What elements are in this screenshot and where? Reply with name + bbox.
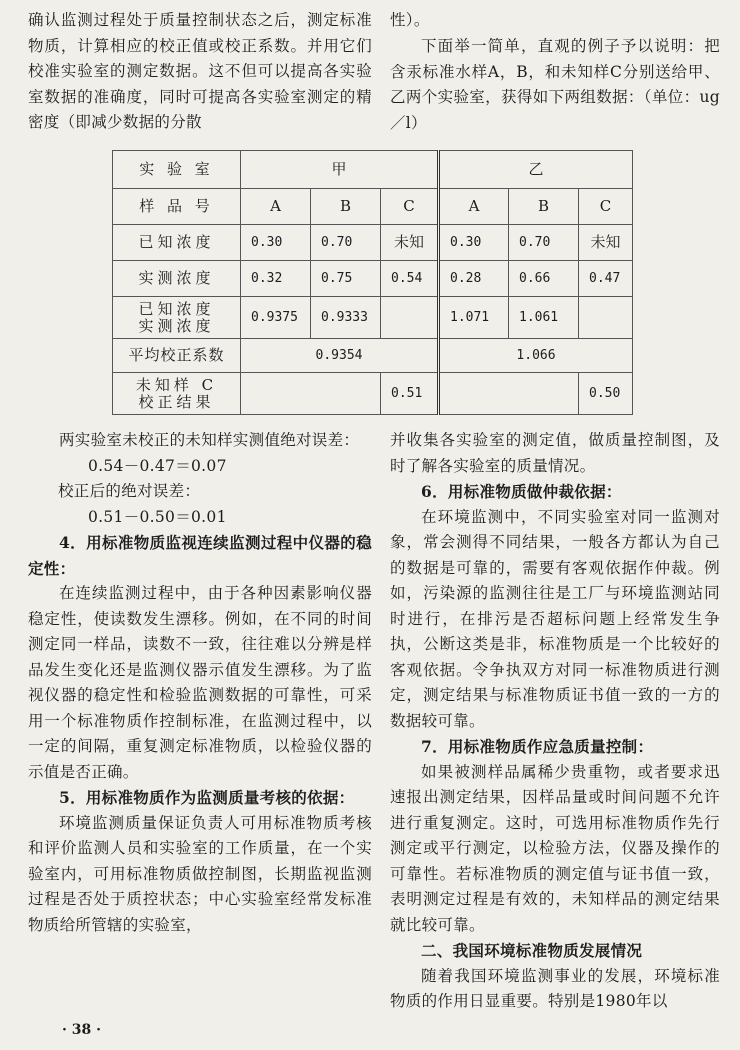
ratio-cell [579, 297, 633, 339]
sample-cell: A [439, 189, 509, 225]
section-heading: 二、我国环境标准物质发展情况 [421, 941, 643, 960]
ratio-cell: 1.061 [509, 297, 579, 339]
unknown-jia: 0.51 [381, 373, 439, 415]
sample-cell: A [241, 189, 311, 225]
paragraph-continuation: 性）。 [390, 11, 430, 29]
header-lab-yi: 乙 [439, 151, 633, 189]
known-cell: 0.30 [241, 225, 311, 261]
unknown-yi: 0.50 [579, 373, 633, 415]
row-unknown-label [113, 373, 241, 415]
unknown-empty [439, 373, 579, 415]
paragraph-example-intro: 下面举一简单，直观的例子予以说明：把含汞标准水样A，B，和未知样C分别送给甲、乙两个实验室，获得如下两组数据：（单位：ug／l） [390, 37, 720, 132]
header-lab-jia: 甲 [241, 151, 439, 189]
paragraph-item-7: 如果被测样品属稀少贵重物，或者要求迅速报出测定结果，因样品量或时间问题不允许进行重复测定。这时，可选用标准物质作先行测定或平行测定，以检验方法，仪器及操作的可靠性。若标准物质的测定值与证书值一致，表明测定过程是有效的，未知样品的测定结果就比较可靠。 [390, 762, 720, 934]
ratio-cell: 0.9375 [241, 297, 311, 339]
ratio-cell: 1.071 [439, 297, 509, 339]
known-cell: 0.30 [439, 225, 509, 261]
calibration-table [112, 150, 633, 415]
known-cell: 未知 [579, 225, 633, 261]
unknown-label-top: 未知样 C [135, 375, 218, 394]
avg-yi: 1.066 [439, 339, 633, 373]
heading-item-4: 4．用标准物质监视连续监测过程中仪器的稳定性： [28, 533, 372, 578]
ratio-label-denominator: 实测浓度 [138, 316, 215, 335]
formula-uncorrected: 0.54－0.47＝0.07 [88, 456, 227, 475]
known-cell: 0.70 [509, 225, 579, 261]
sample-cell: B [509, 189, 579, 225]
row-ratio-label [113, 297, 241, 339]
row-measured-label: 实测浓度 [113, 261, 241, 297]
measured-cell: 0.28 [439, 261, 509, 297]
known-cell: 0.70 [311, 225, 381, 261]
paragraph-item-4: 在连续监测过程中，由于各种因素影响仪器稳定性，使读数发生漂移。例如，在不同的时间测定同一样品，读数不一致，往往难以分辨是样品发生变化还是监测仪器示值发生漂移。为了监视仪器的稳定性和检验监测数据的可靠性，可采用一个标准物质作控制标准，在监测过程中，以一定的间隔，重复测定标准物质，以检验仪器的示值是否正确。 [28, 584, 372, 781]
formula-corrected: 0.51－0.50＝0.01 [88, 507, 227, 526]
known-cell: 未知 [381, 225, 439, 261]
right-column-body [390, 428, 720, 1015]
ratio-cell: 0.9333 [311, 297, 381, 339]
unknown-empty [241, 373, 381, 415]
ratio-cell [381, 297, 439, 339]
paragraph-item-5: 环境监测质量保证负责人可用标准物质考核和评价监测人员和实验室的工作质量，在一个实验室内，可用标准物质做控制图，长期监视监测过程是否处于质控状态；中心实验室经常发标准物质给所管辖的实验室， [28, 813, 372, 934]
heading-item-5: 5．用标准物质作为监测质量考核的依据： [59, 788, 355, 807]
measured-cell: 0.66 [509, 261, 579, 297]
measured-cell: 0.47 [579, 261, 633, 297]
paragraph-uncorrected-error: 两实验室未校正的未知样实测值绝对误差： [59, 431, 360, 449]
measured-cell: 0.54 [381, 261, 439, 297]
sample-cell: B [311, 189, 381, 225]
paragraph-section-2: 随着我国环境监测事业的发展，环境标准物质的作用日显重要。特别是1980年以 [390, 966, 720, 1010]
measured-cell: 0.75 [311, 261, 381, 297]
header-lab-label: 实 验 室 [113, 151, 241, 189]
measured-cell: 0.32 [241, 261, 311, 297]
page-number: · 38 · [62, 1022, 101, 1038]
row-avg-label: 平均校正系数 [113, 339, 241, 373]
ratio-label-numerator: 已知浓度 [138, 299, 215, 318]
heading-item-6: 6．用标准物质做仲裁依据： [421, 482, 622, 501]
left-column-body [28, 428, 372, 938]
paragraph-corrected-error: 校正后的绝对误差： [58, 482, 201, 500]
paragraph-intro-left: 确认监测过程处于质量控制状态之后，测定标准物质，计算相应的校正值或校正系数。并用它们校准实验室的测定数据。这不但可以提高各实验室数据的准确度，同时可提高各实验室测定的精密度（即减少数据的分散 [28, 11, 372, 131]
sample-cell: C [381, 189, 439, 225]
sample-cell: C [579, 189, 633, 225]
paragraph-item-5-continued: 并收集各实验室的测定值，做质量控制图，及时了解各实验室的质量情况。 [390, 431, 720, 475]
header-sample-label: 样 品 号 [113, 189, 241, 225]
row-known-label: 已知浓度 [113, 225, 241, 261]
paragraph-item-6: 在环境监测中，不同实验室对同一监测对象，常会测得不同结果，一般各方都认为自己的数据是可靠的，需要有客观依据作仲裁。例如，污染源的监测往往是工厂与环境监测站同时进行，在排污是否超标问题上经常发生争执，公断这类是非，标准物质是一个比较好的客观依据。令争执双方对同一标准物质进行测定，测定结果与标准物质证书值一致的一方的数据较可靠。 [390, 507, 720, 730]
heading-item-7: 7．用标准物质作应急质量控制： [421, 737, 654, 756]
avg-jia: 0.9354 [241, 339, 439, 373]
unknown-label-bottom: 校正结果 [138, 392, 215, 411]
